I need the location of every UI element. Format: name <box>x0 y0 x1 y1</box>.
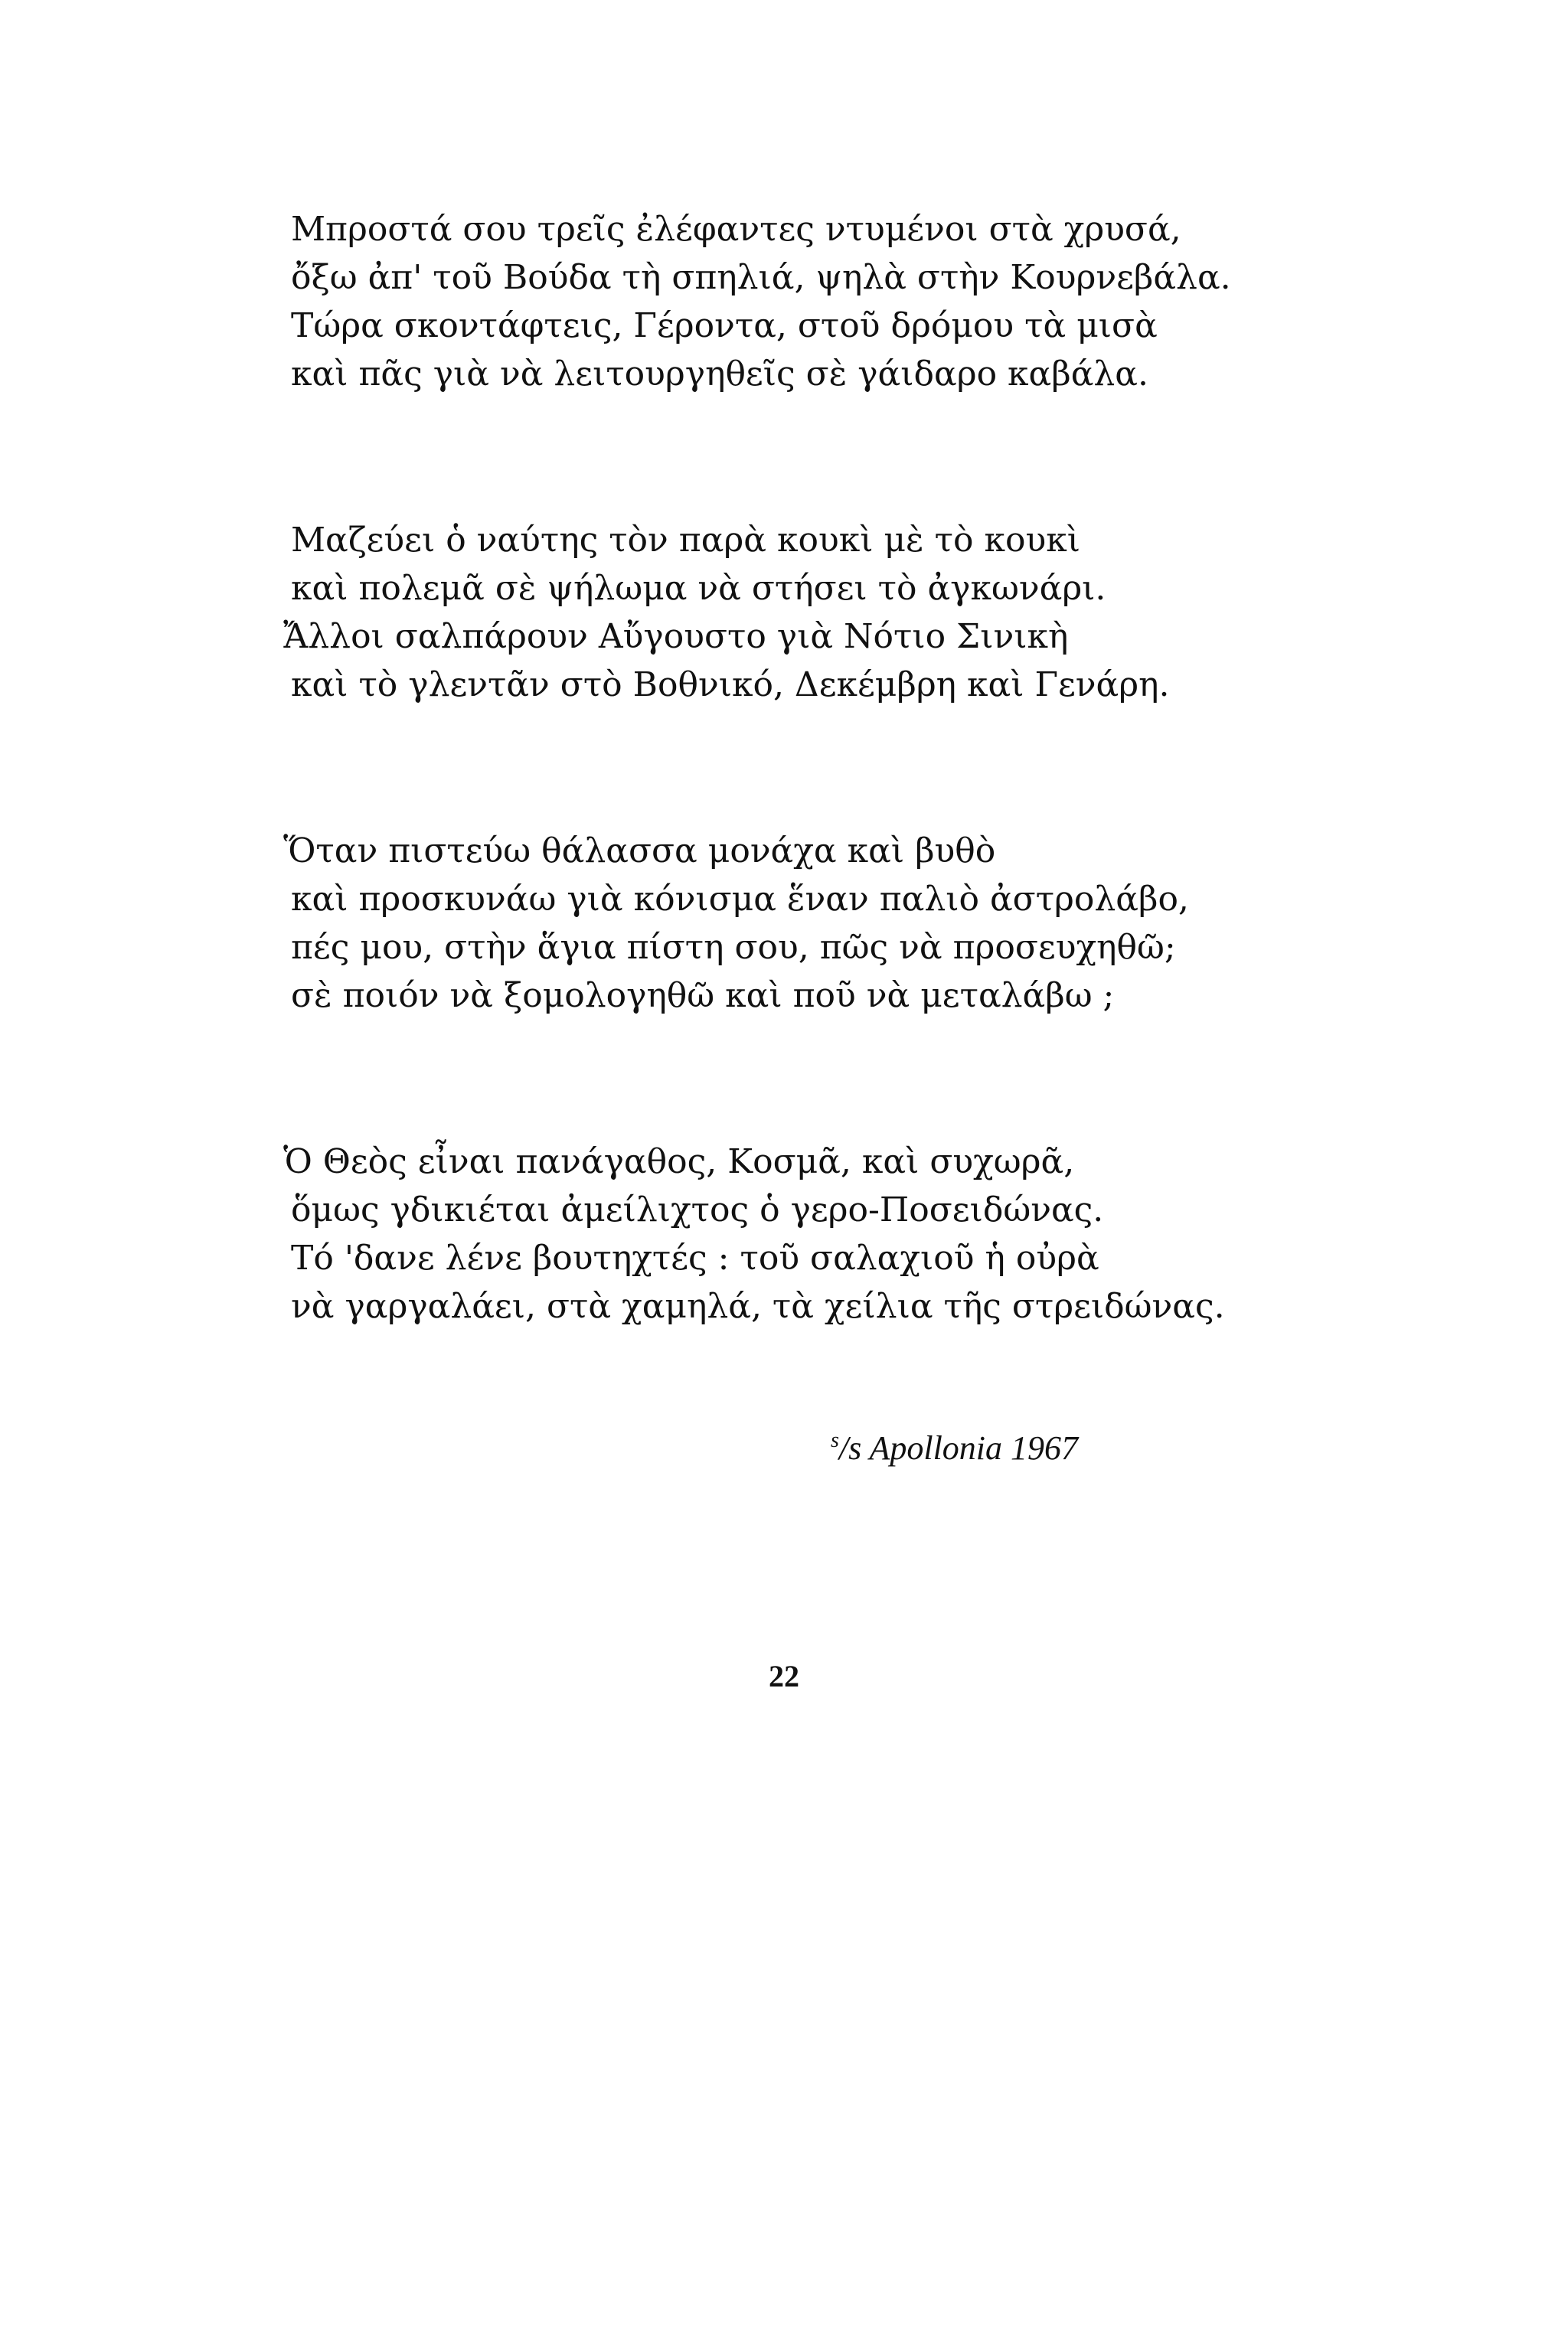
poem-line: ὅμως γδικιέται ἀμείλιχτος ὁ γερο-Ποσειδώνας. <box>291 1190 1104 1229</box>
poem-line: Ὁ Θεὸς εἶναι πανάγαθος, Κοσμᾶ, καὶ συχωρᾶ, <box>283 1142 1075 1181</box>
poem-line: Ἄλλοι σαλπάρουν Αὔγουστο γιὰ Νότιο Σινικὴ <box>283 617 1069 656</box>
stanza-4 <box>283 1138 1286 1331</box>
stanza-3 <box>283 827 1286 1020</box>
page-number: 22 <box>769 1659 799 1693</box>
stanza-1 <box>291 205 1286 398</box>
poem-line: Τώρα σκοντάφτεις, Γέροντα, στοῦ δρόμου τὰ μισὰ <box>291 306 1158 345</box>
poem-line: ὄξω ἀπ' τοῦ Βούδα τὴ σπηλιά, ψηλὰ στὴν Κουρνεβάλα. <box>291 258 1231 297</box>
poem-line: καὶ πολεμᾶ σὲ ψήλωμα νὰ στήσει τὸ ἀγκωνάρι. <box>291 569 1106 608</box>
signature-prefix <box>831 1429 861 1467</box>
poem-line: πές μου, στὴν ἅγια πίστη σου, πῶς νὰ προσευχηθῶ; <box>291 928 1176 967</box>
poem-line: Ὅταν πιστεύω θάλασσα μονάχα καὶ βυθὸ <box>283 831 996 870</box>
poem-line: Μπροστά σου τρεῖς ἐλέφαντες ντυμένοι στὰ χρυσά, <box>291 210 1181 249</box>
signature-text: Apollonia 1967 <box>869 1429 1079 1467</box>
poem-line: καὶ τὸ γλεντᾶν στὸ Βοθνικό, Δεκέμβρη καὶ Γενάρη. <box>291 665 1170 704</box>
poem-line: Τό 'δανε λένε βουτηχτές : τοῦ σαλαχιοῦ ἡ οὐρὰ <box>291 1239 1099 1278</box>
signature <box>831 1418 1078 1471</box>
poem-line: σὲ ποιόν νὰ ξομολογηθῶ καὶ ποῦ νὰ μεταλάβω ; <box>291 976 1115 1015</box>
poem-line: καὶ πᾶς γιὰ νὰ λειτουργηθεῖς σὲ γάιδαρο καβάλα. <box>291 354 1149 393</box>
poem-line: νὰ γαργαλάει, στὰ χαμηλά, τὰ χείλια τῆς στρειδώνας. <box>291 1287 1225 1326</box>
poem-line: Μαζεύει ὁ ναύτης τὸν παρὰ κουκὶ μὲ τὸ κουκὶ <box>291 521 1080 560</box>
stanza-2 <box>283 516 1286 709</box>
signature-prefix-sup: s <box>831 1429 839 1452</box>
signature-prefix-rest: /s <box>838 1429 862 1467</box>
poem-line: καὶ προσκυνάω γιὰ κόνισμα ἕναν παλιὸ ἀστρολάβο, <box>291 880 1189 919</box>
